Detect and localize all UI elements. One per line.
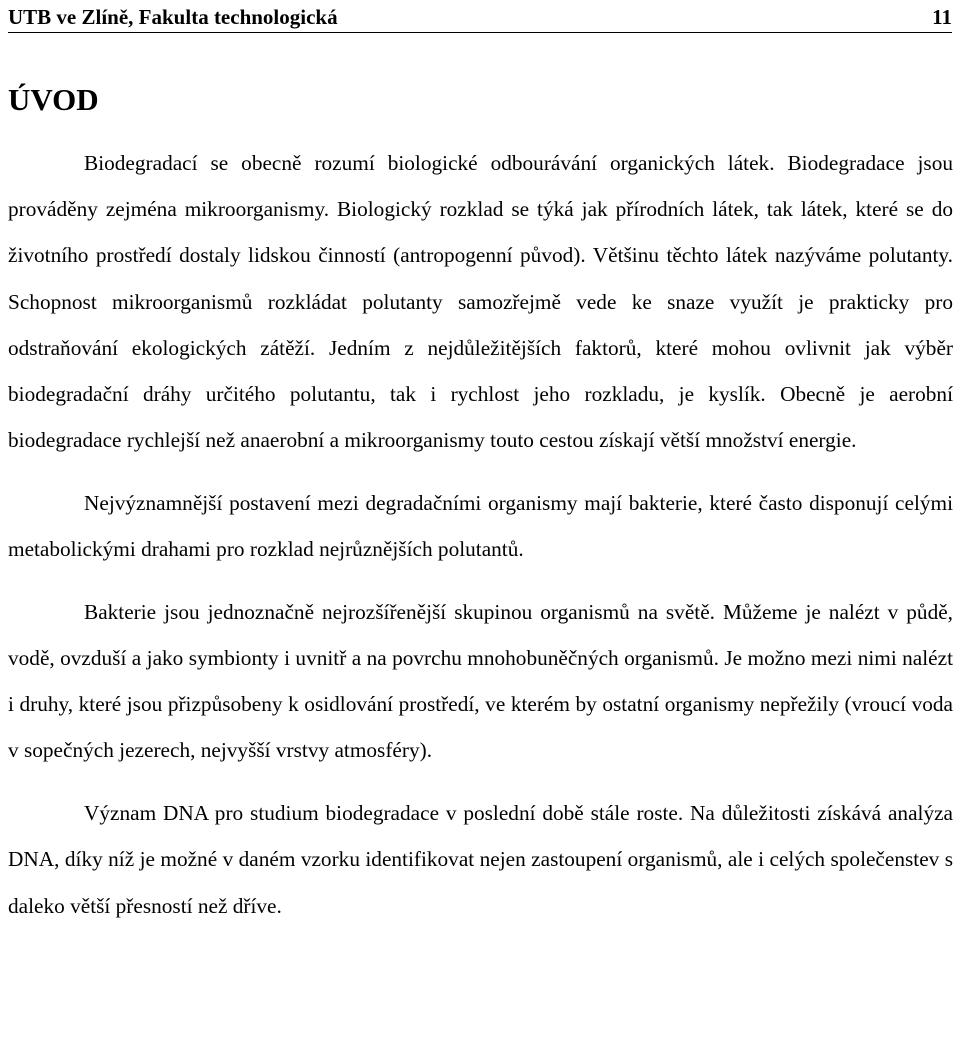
paragraph-bacteria-role: Nejvýznamnější postavení mezi degradačními organismy mají bakterie, které často disponují celými metabolickými drahami pro rozklad nejrůznějších polutantů. [8, 490, 953, 562]
page-number: 11 [932, 5, 952, 29]
body-text [8, 140, 953, 929]
page-header [8, 0, 952, 33]
chapter-title: ÚVOD [8, 82, 99, 117]
running-header-title: UTB ve Zlíně, Fakulta technologická [8, 5, 338, 29]
paragraph-bacteria-distribution: Bakterie jsou jednoznačně nejrozšířenější skupinou organismů na světě. Můžeme je nalézt v půdě, vodě, ovzduší a jako symbionty i uvnitř a na povrchu mnohobuněčných organismů. Je možno mezi nimi nalézt i druhy, které jsou přizpůsobeny k osidlování prostředí, ve kterém by ostatní organismy nepřežily (vroucí voda v sopečných jezerech, nejvyšší vrstvy atmosféry). [8, 599, 953, 763]
paragraph-dna-analysis: Význam DNA pro studium biodegradace v poslední době stále roste. Na důležitosti získává analýza DNA, díky níž je možné v daném vzorku identifikovat nejen zastoupení organismů, ale i celých společenstev s daleko větší přesností než dříve. [8, 801, 953, 918]
paragraph-biodegradation-intro: Biodegradací se obecně rozumí biologické odbourávání organických látek. Biodegradace jsou prováděny zejména mikroorganismy. Biologický rozklad se týká jak přírodních látek, tak látek, které se do životního prostředí dostaly lidskou činností (antropogenní původ). Většinu těchto látek nazýváme polutanty. Schopnost mikroorganismů rozkládat polutanty samozřejmě vede ke snaze využít je prakticky pro odstraňování ekologických zátěží. Jedním z nejdůležitějších faktorů, které mohou ovlivnit jak výběr biodegradační dráhy určitého polutantu, tak i rychlost jeho rozkladu, je kyslík. Obecně je aerobní biodegradace rychlejší než anaerobní a mikroorganismy touto cestou získají větší množství energie. [8, 151, 953, 453]
